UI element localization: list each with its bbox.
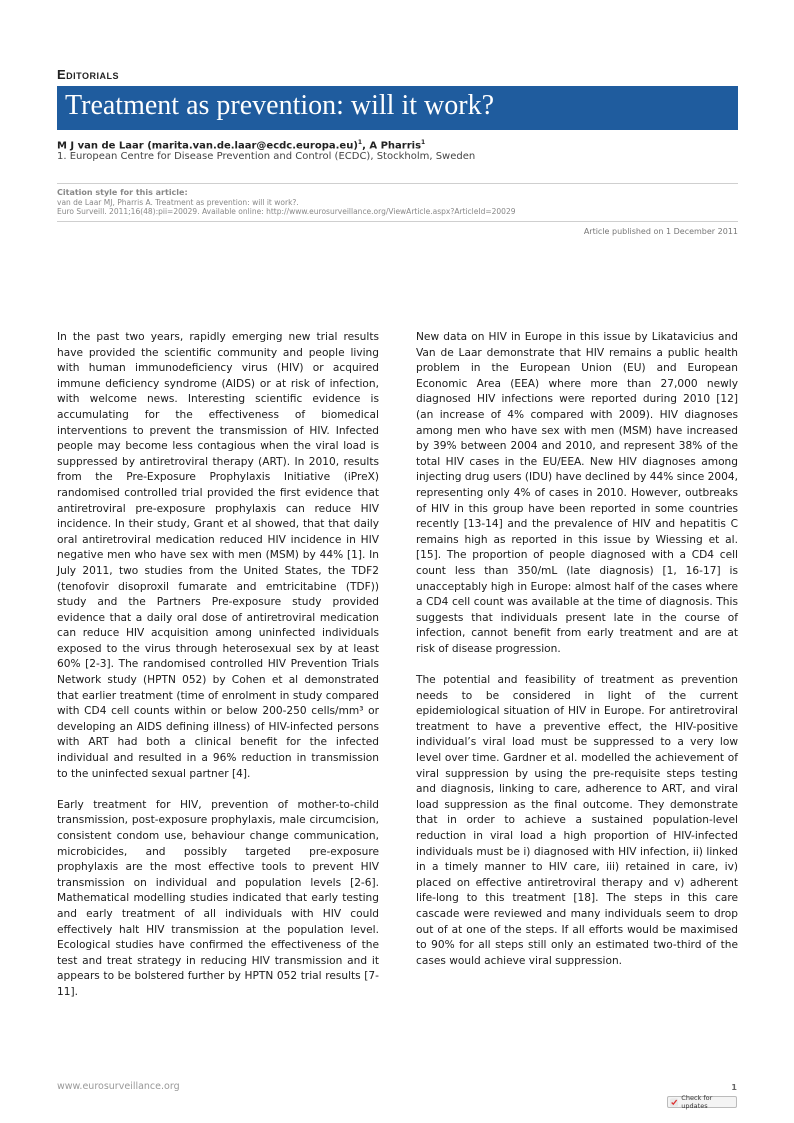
check-for-updates-label: Check for updates <box>681 1094 713 1110</box>
citation-heading: Citation style for this article: <box>57 188 188 197</box>
citation-line-2: Euro Surveill. 2011;16(48):pii=20029. Available online: http://www.eurosurveillance.org/ViewArticle.aspx?ArticleId=20029 <box>57 207 516 216</box>
author-first: M J van de Laar (marita.van.de.laar@ecdc.europa.eu) <box>57 140 358 152</box>
body-column-left <box>57 330 379 1016</box>
paragraph: Early treatment for HIV, prevention of mother-to-child transmission, post-exposure prophylaxis, male circumcision, consistent condom use, behaviour change communication, microbicides, and possibly targeted pre-exposure prophylaxis are the most effective tools to prevent HIV transmission on individual and population levels [2-6]. Mathematical modelling studies indicated that early testing and early treatment of all individuals with HIV could effectively halt HIV transmission at the population level. Ecological studies have confirmed the effectiveness of the test and treat strategy in reducing HIV transmission and it appears to be bolstered further by HPTN 052 trial results [7-11]. <box>57 798 379 998</box>
paragraph: New data on HIV in Europe in this issue by Likatavicius and Van de Laar demonstrate that HIV remains a public health problem in the European Union (EU) and European Economic Area (EEA) where more than 27,000 newly diagnosed HIV infections were reported during 2010 [12] (an increase of 4% compared with 2009). HIV diagnoses among men who have sex with men (MSM) have increased by 39% between 2004 and 2010, and represent 38% of the total HIV cases in the EU/EEA. New HIV diagnoses among injecting drug users (IDU) have declined by 44% since 2004, representing only 4% of cases in 2010. However, outbreaks of HIV in this group have been reported in some countries recently [13-14] and the prevalence of HIV and hepatitis C remains high as reported in this issue by Wiessing et al. [15]. The proportion of people diagnosed with a CD4 cell count less than 350/mL (late diagnosis) [1, 16-17] is unacceptably high in Europe: almost half of the cases where a CD4 cell count was available at the time of diagnosis. This suggests that individuals present late in the course of infection, cannot benefit from early treatment and are at risk of disease progression. <box>416 331 738 655</box>
author-second-affil: 1 <box>421 139 426 146</box>
affiliation: 1. European Centre for Disease Prevention and Control (ECDC), Stockholm, Sweden <box>57 151 476 162</box>
check-for-updates-button[interactable] <box>667 1096 737 1108</box>
divider-bottom <box>57 221 738 222</box>
citation-line-1: van de Laar MJ, Pharris A. Treatment as prevention: will it work?. <box>57 198 299 207</box>
title-bar <box>57 86 738 130</box>
body-column-right <box>416 330 738 985</box>
authors <box>57 139 425 151</box>
publication-date: Article published on 1 December 2011 <box>583 227 738 236</box>
article-title: Treatment as prevention: will it work? <box>65 90 494 121</box>
paragraph: In the past two years, rapidly emerging new trial results have provided the scientific community and people living with human immunodeficiency virus (HIV) or acquired immune deficiency syndrome (AIDS) or at risk of infection, with welcome news. Interesting scientific evidence is accumulating for the effectiveness of biomedical interventions to prevent the transmission of HIV. Infected people may become less contagious when the viral load is suppressed by antiretroviral therapy (ART). In 2010, results from the Pre-Exposure Prophylaxis Initiative (iPreX) randomised controlled trial provided the first evidence that antiretroviral pre-exposure prophylaxis can reduce HIV incidence. In their study, Grant et al showed, that that daily oral antiretroviral medication reduced HIV incidence in HIV negative men who have sex with men (MSM) by 44% [1]. In July 2011, two studies from the United States, the TDF2 (tenofovir disoproxil fumarate and emtricitabine (TDF)) study and the Partners Pre-exposure study provided evidence that a daily oral dose of antiretroviral medication can reduce HIV acquisition among uninfected individuals exposed to the virus through heterosexual sex by at least 60% [2-3]. The randomised controlled HIV Prevention Trials Network study (HPTN 052) by Cohen et al demonstrated that earlier treatment (time of enrolment in study compared with CD4 cell counts within or below 200-250 cells/mm³ or developing an AIDS defining illness) of HIV-infected persons with ART had both a clinical benefit for the infected individual and resulted in a 96% reduction in transmission to the uninfected sexual partner [4]. <box>57 331 379 780</box>
footer-url[interactable]: www.eurosurveillance.org <box>57 1081 180 1092</box>
section-label: Editorials <box>57 67 120 82</box>
divider-top <box>57 183 738 184</box>
page-number: 1 <box>731 1083 737 1092</box>
paragraph: The potential and feasibility of treatment as prevention needs to be considered in light of the current epidemiological situation of HIV in Europe. For antiretroviral treatment to have a preventive effect, the HIV-positive individual’s viral load must be suppressed to a very low level over time. Gardner et al. modelled the achievement of viral suppression by using the pre-requisite steps testing and diagnosis, linking to care, adherence to ART, and viral load suppression as the final outcome. They demonstrate that in order to achieve a sustained population-level reduction in viral load a high proportion of HIV-infected individuals must be i) diagnosed with HIV infection, ii) linked in a timely manner to HIV care, iii) retained in care, iv) placed on effective antiretroviral therapy and v) adherent life-long to this treatment [18]. The steps in this care cascade were reviewed and many individuals seem to drop out of at one of the steps. If all efforts would be maximised to 90% for all steps still only an estimated two-third of the cases would achieve viral suppression. <box>416 674 738 967</box>
crossmark-icon <box>670 1098 678 1107</box>
author-first-affil: 1 <box>357 139 363 146</box>
author-second: , A Pharris <box>362 140 422 152</box>
